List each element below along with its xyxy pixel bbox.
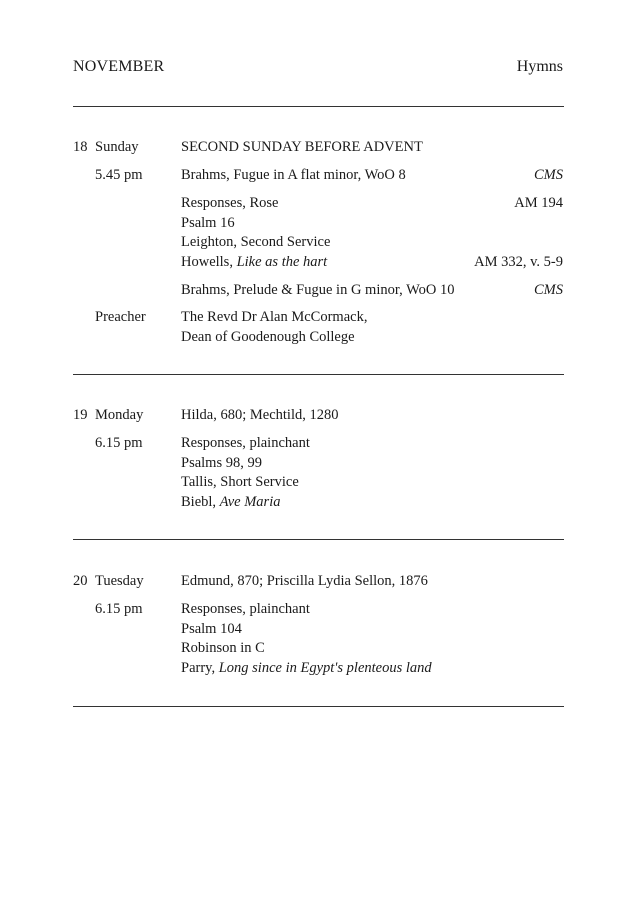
day-title: SECOND SUNDAY BEFORE ADVENT <box>181 139 423 155</box>
canticles-service: Tallis, Short Service <box>181 474 299 490</box>
divider <box>73 706 564 707</box>
anthem <box>181 658 432 678</box>
divider <box>73 374 564 375</box>
voluntary-after: Brahms, Prelude & Fugue in G minor, WoO 10 <box>181 282 455 298</box>
divider <box>73 106 564 107</box>
voluntary-after-ref: CMS <box>534 282 563 298</box>
day-title: Edmund, 870; Priscilla Lydia Sellon, 1876 <box>181 573 428 589</box>
weekday: Monday <box>95 407 144 423</box>
day-title: Hilda, 680; Mechtild, 1280 <box>181 407 339 423</box>
responses-hymn-ref: AM 194 <box>514 195 563 211</box>
anthem-composer: Biebl, <box>181 494 220 510</box>
anthem-hymn-ref: AM 332, v. 5-9 <box>474 254 563 270</box>
anthem-title: Ave Maria <box>219 494 281 510</box>
preacher-title: Dean of Goodenough College <box>181 329 355 345</box>
responses: Responses, Rose <box>181 195 279 211</box>
date-number: 20 <box>73 573 88 589</box>
preacher-label: Preacher <box>95 309 146 325</box>
canticles-service: Robinson in C <box>181 640 265 656</box>
anthem-title: Long since in Egypt's plenteous land <box>218 660 432 676</box>
date-number: 19 <box>73 407 88 423</box>
weekday: Sunday <box>95 139 139 155</box>
service-time: 5.45 pm <box>95 167 143 183</box>
anthem <box>181 492 280 512</box>
hymns-heading: Hymns <box>516 58 563 75</box>
voluntary-before: Brahms, Fugue in A flat minor, WoO 8 <box>181 167 406 183</box>
preacher-name: The Revd Dr Alan McCormack, <box>181 309 368 325</box>
anthem-composer: Parry, <box>181 660 219 676</box>
date-number: 18 <box>73 139 88 155</box>
voluntary-before-ref: CMS <box>534 167 563 183</box>
responses: Responses, plainchant <box>181 435 310 451</box>
psalm: Psalm 104 <box>181 621 242 637</box>
psalm: Psalms 98, 99 <box>181 455 262 471</box>
canticles-service: Leighton, Second Service <box>181 234 331 250</box>
psalm: Psalm 16 <box>181 215 235 231</box>
anthem-title: Like as the hart <box>236 254 328 270</box>
divider <box>73 539 564 540</box>
anthem-composer: Howells, <box>181 254 237 270</box>
service-time: 6.15 pm <box>95 601 143 617</box>
month-heading: NOVEMBER <box>73 58 165 75</box>
service-time: 6.15 pm <box>95 435 143 451</box>
weekday: Tuesday <box>95 573 144 589</box>
anthem <box>181 252 327 272</box>
responses: Responses, plainchant <box>181 601 310 617</box>
